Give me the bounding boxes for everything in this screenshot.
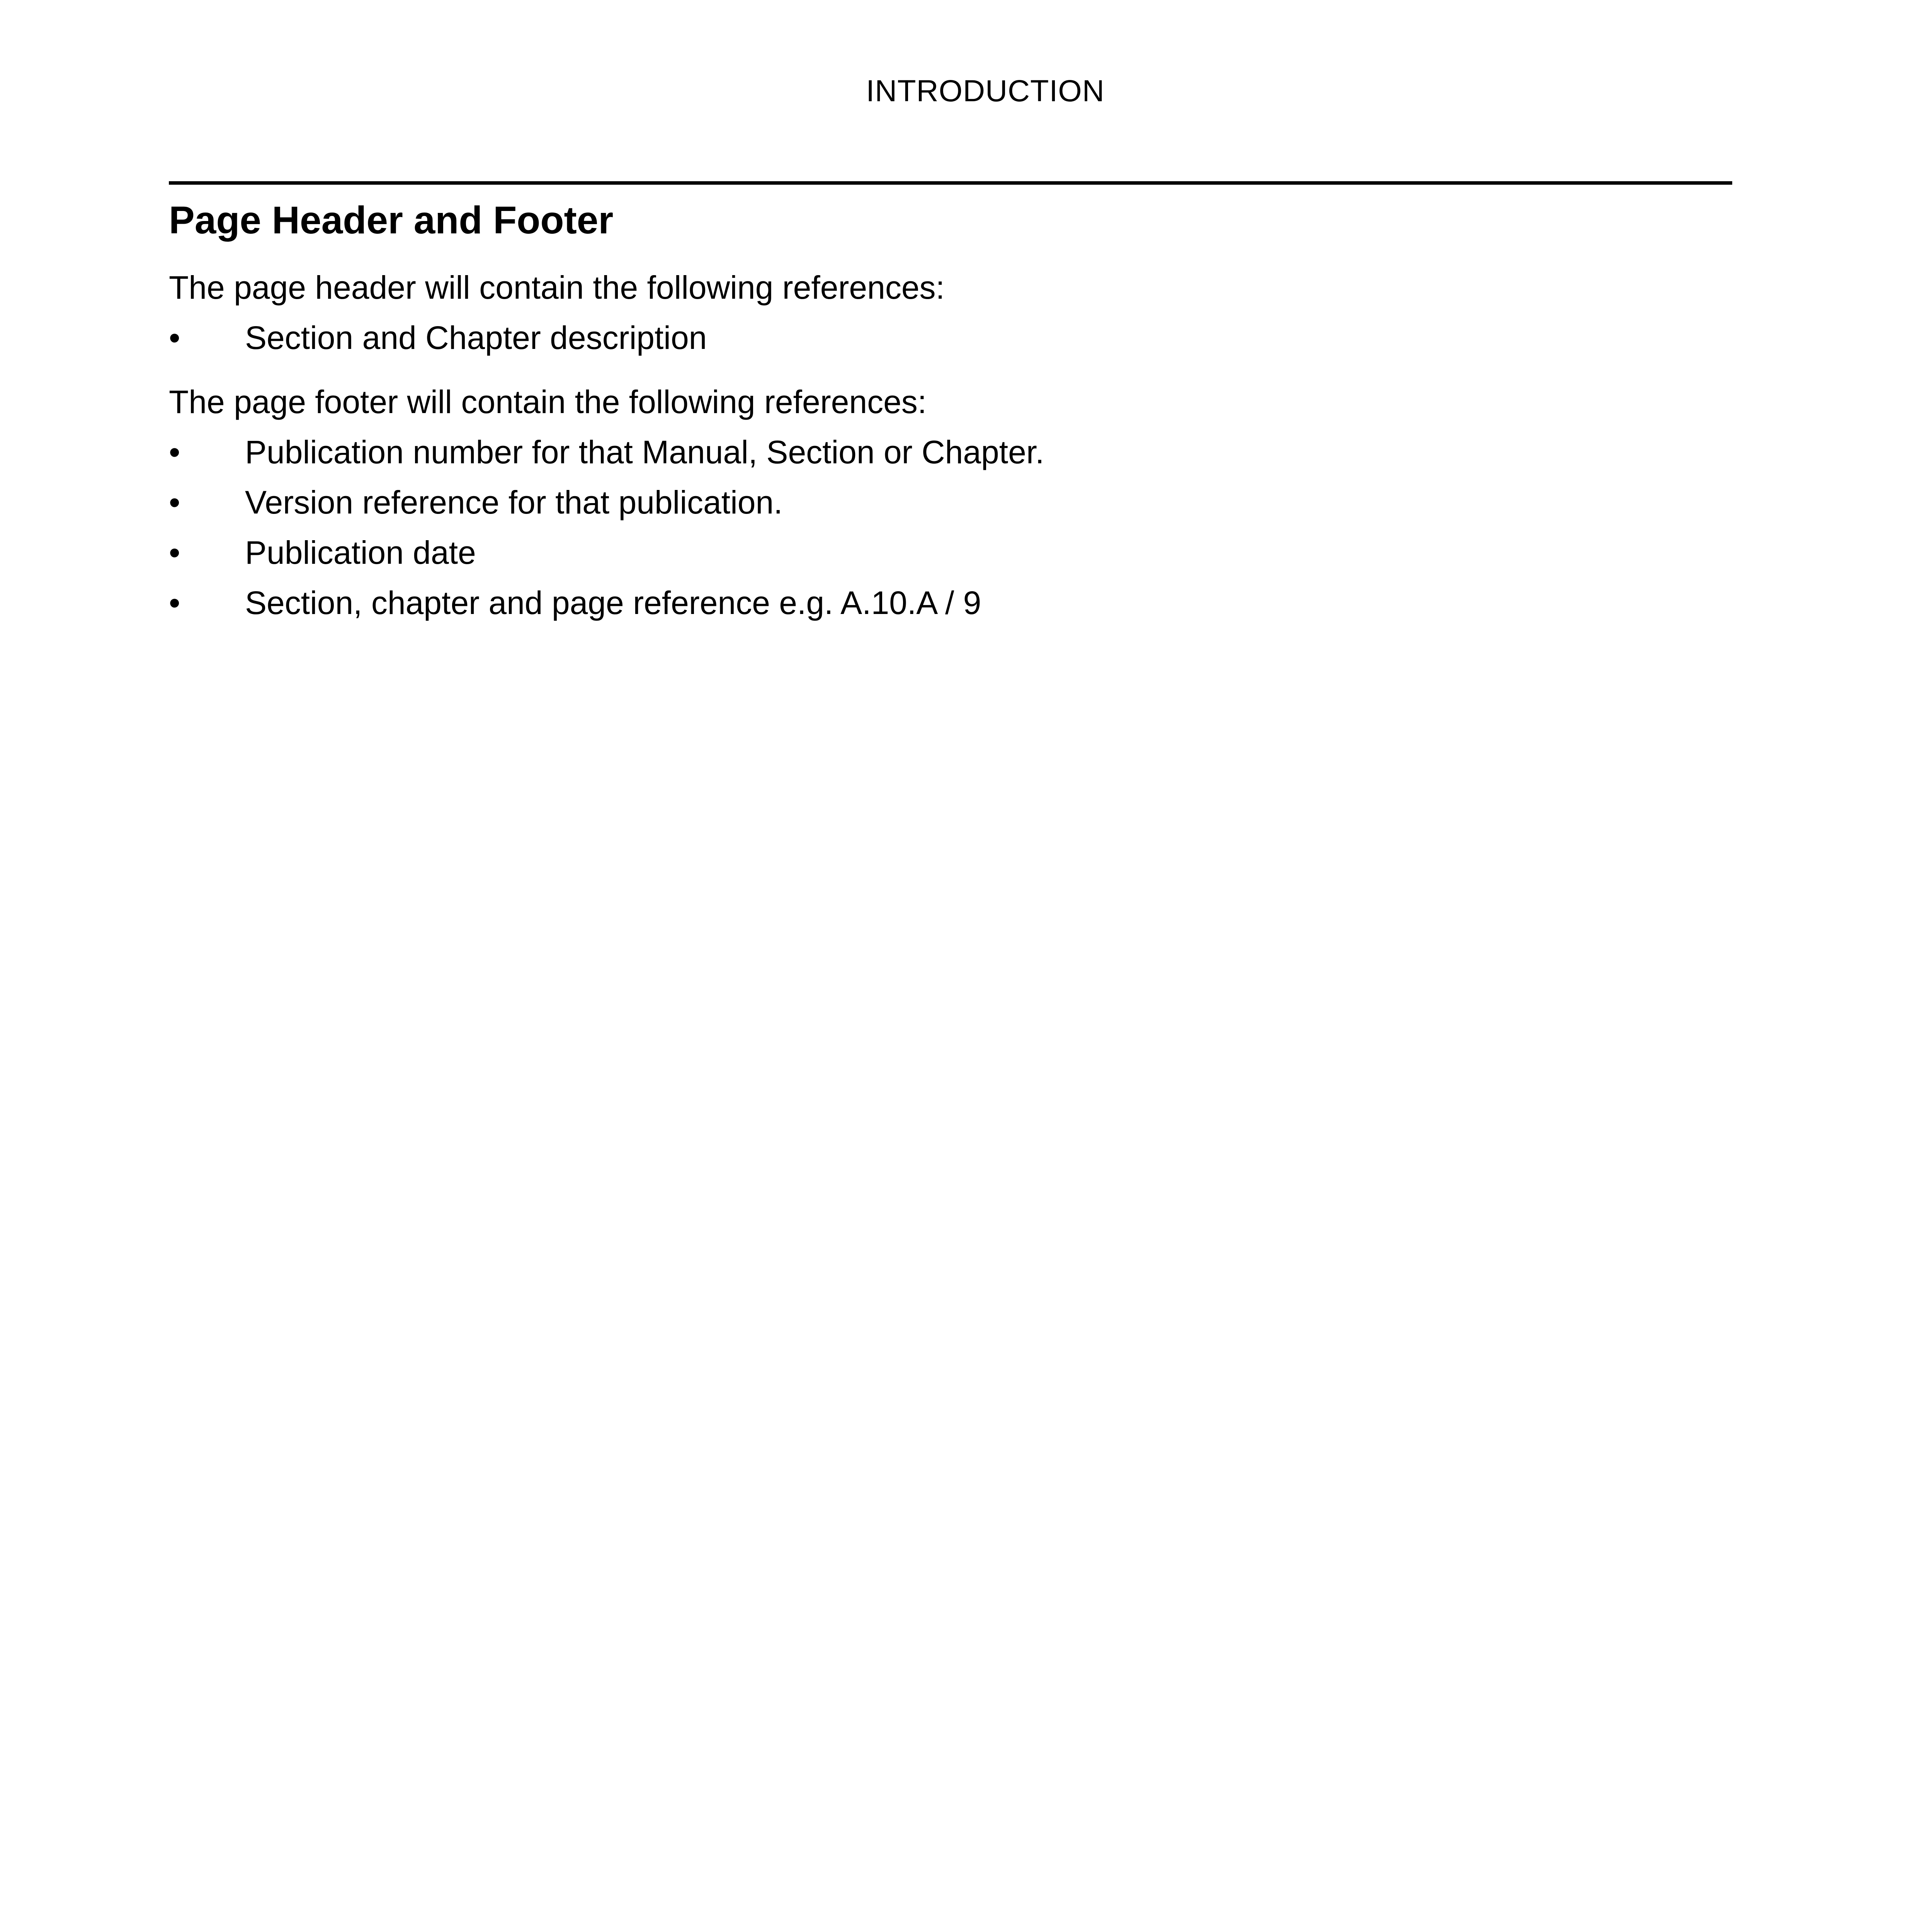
bullet-icon: •	[169, 434, 180, 470]
header-intro-paragraph: The page header will contain the following references:	[169, 269, 945, 306]
list-item-text: Section and Chapter description	[245, 320, 707, 356]
bullet-icon: •	[169, 484, 180, 520]
footer-intro-paragraph: The page footer will contain the following references:	[169, 384, 927, 420]
bullet-icon: •	[169, 585, 180, 621]
list-item-text: Version reference for that publication.	[245, 484, 783, 520]
list-item-text: Publication number for that Manual, Section or Chapter.	[245, 434, 1044, 470]
header-rule	[169, 181, 1732, 185]
section-heading: Page Header and Footer	[169, 199, 614, 242]
bullet-icon: •	[169, 534, 180, 571]
running-header: INTRODUCTION	[866, 73, 1105, 108]
list-item-text: Publication date	[245, 534, 476, 571]
list-item-text: Section, chapter and page reference e.g. A.10.A / 9	[245, 585, 981, 621]
bullet-icon: •	[169, 320, 180, 356]
